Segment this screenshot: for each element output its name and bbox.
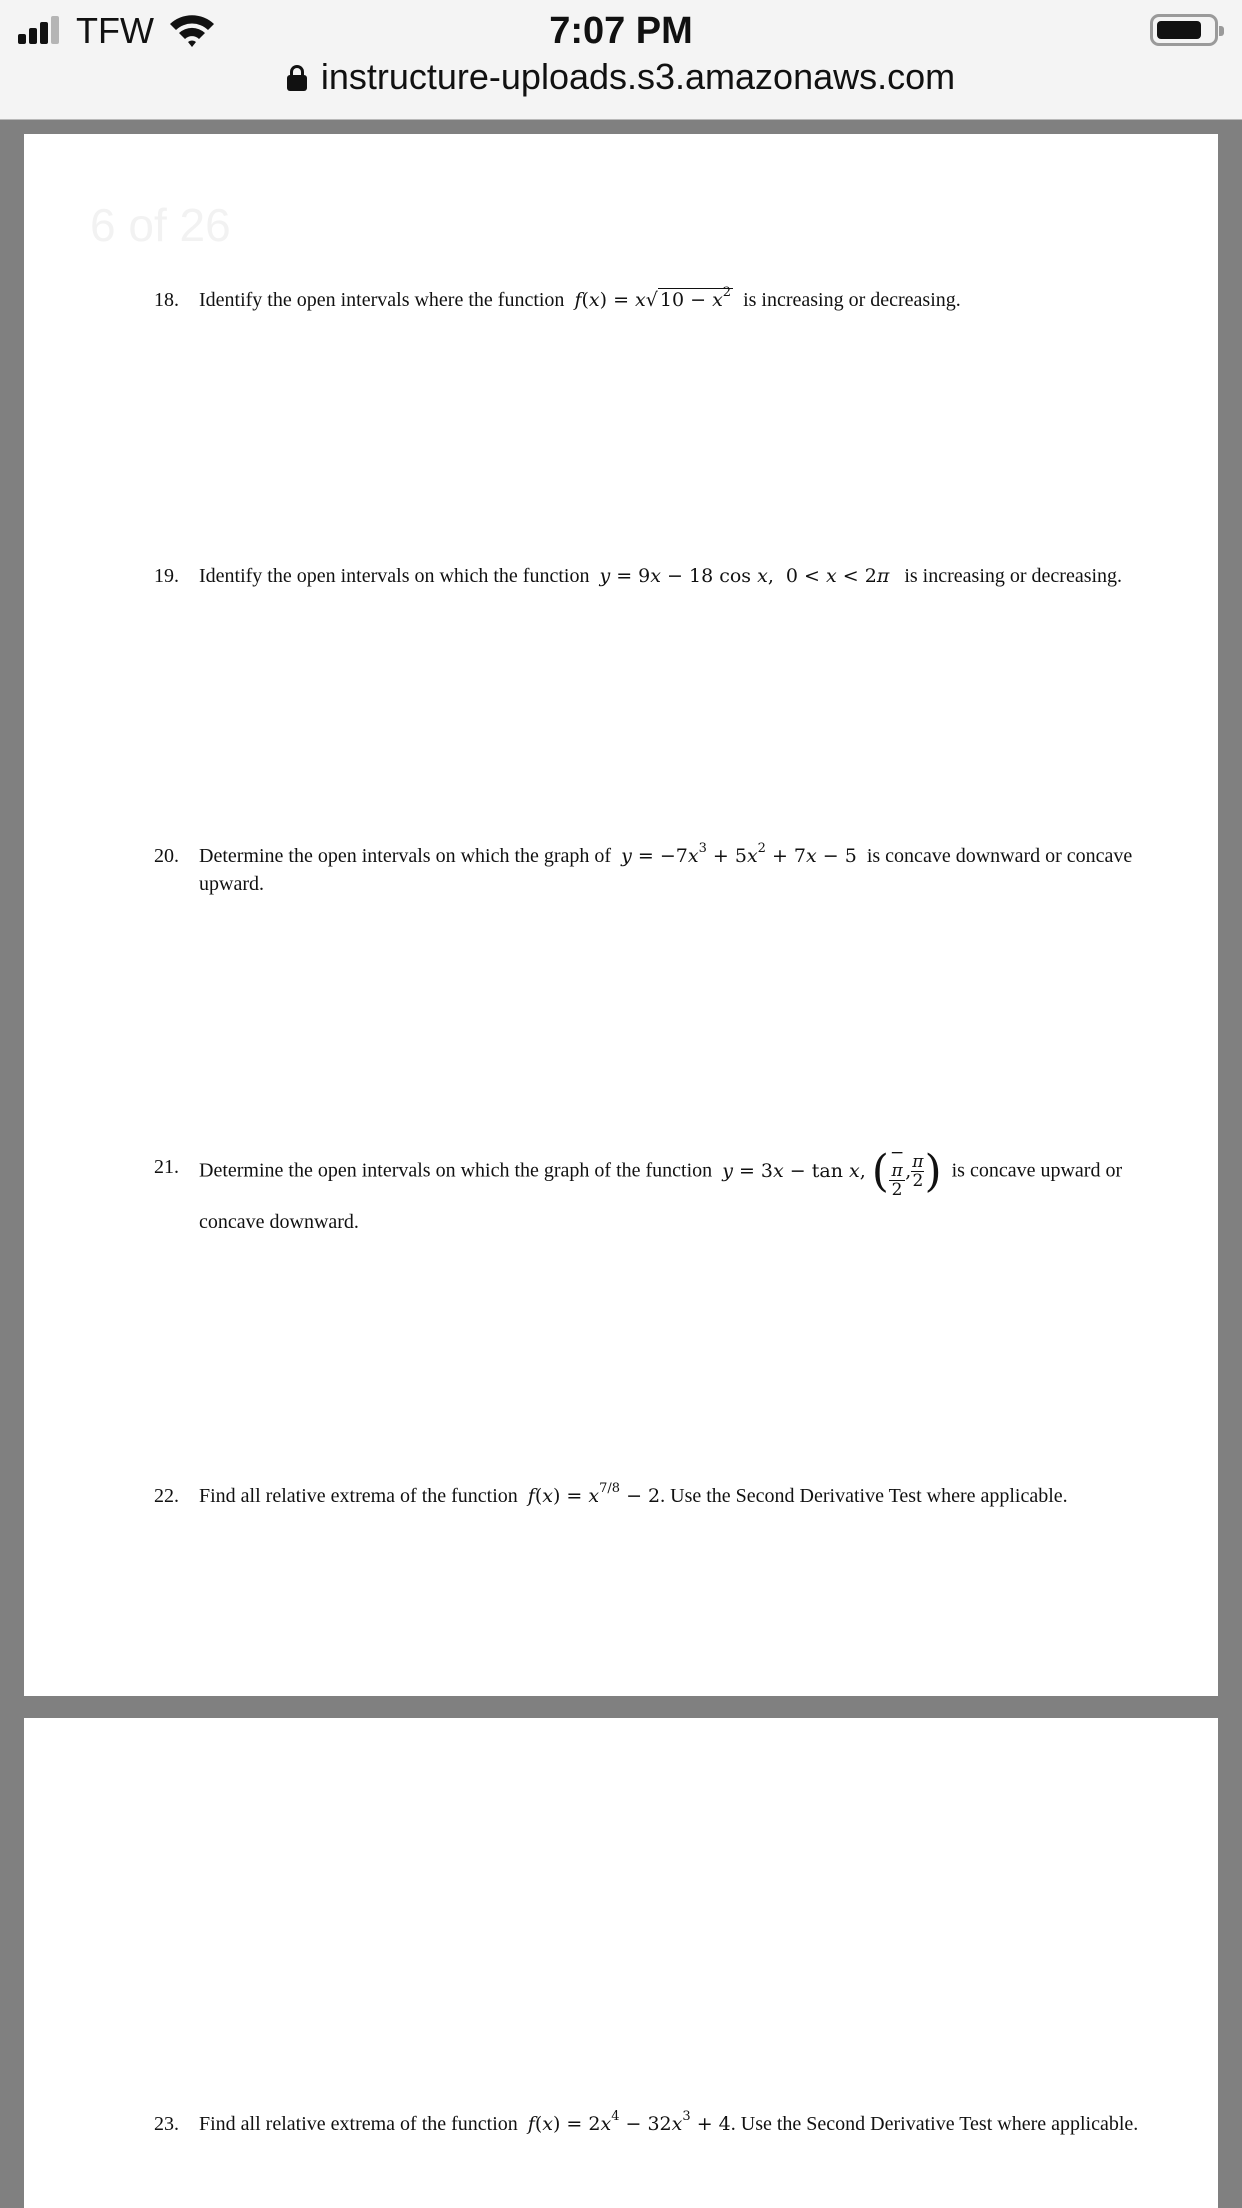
carrier-name: TFW bbox=[76, 10, 154, 51]
problem-18: 18. Identify the open intervals where the function f(x) = x√ $10 - x^2$ is increasing or decreasing. bbox=[154, 284, 961, 311]
url-text: instructure-uploads.s3.amazonaws.com bbox=[320, 56, 956, 97]
problem-20: 20. Determine the open intervals on which the graph of $y = -7x^3 + 5x^2 + 7x - 5$ is concave downward or concave upward. bbox=[154, 840, 1133, 895]
problem-formula: y = 9x − 18 cos x, 0 < x < 2π bbox=[599, 565, 890, 587]
problem-19: 19. Identify the open intervals on which the function y = 9x − 18 cos x, 0 < x < 2π is increasing or decreasing. bbox=[154, 565, 1123, 587]
clock: 7:07 PM bbox=[549, 10, 693, 52]
problem-23: 23. Find all relative extrema of the function $f(x) = 2x^4 - 32x^3 + 4$. Use the Second Derivative Test where applicable. bbox=[154, 2108, 1139, 2135]
document-page bbox=[24, 1718, 1218, 2208]
battery-icon bbox=[1150, 14, 1218, 46]
browser-top-bar bbox=[0, 0, 1242, 120]
problem-21: 21. Determine the open intervals on which the graph of the function y = 3x − tan x, ( − π 2 , $\frac{\pi}{2}$ ) is concave upward or concave downward. bbox=[154, 1143, 1123, 1233]
problem-formula: $f(x) = 2x^4 - 32x^3 + 4$ bbox=[527, 2108, 731, 2135]
document-page bbox=[24, 134, 1218, 1696]
page-indicator: 6 of 26 bbox=[90, 199, 231, 251]
lock-icon bbox=[287, 65, 307, 91]
address-bar[interactable] bbox=[0, 56, 1242, 98]
problem-formula: $f(x) = x^{7/8} - 2$ bbox=[527, 1480, 661, 1507]
problem-22: 22. Find all relative extrema of the function $f(x) = x^{7/8} - 2$. Use the Second Derivative Test where applicable. bbox=[154, 1480, 1068, 1507]
problem-formula: y = 3x − tan x, ( − π 2 , $\frac{\pi}{2}$ ) bbox=[722, 1143, 942, 1200]
problem-formula: f(x) = x√ $10 - x^2$ bbox=[574, 284, 732, 311]
problem-formula: $y = -7x^3 + 5x^2 + 7x - 5$ bbox=[621, 840, 857, 867]
